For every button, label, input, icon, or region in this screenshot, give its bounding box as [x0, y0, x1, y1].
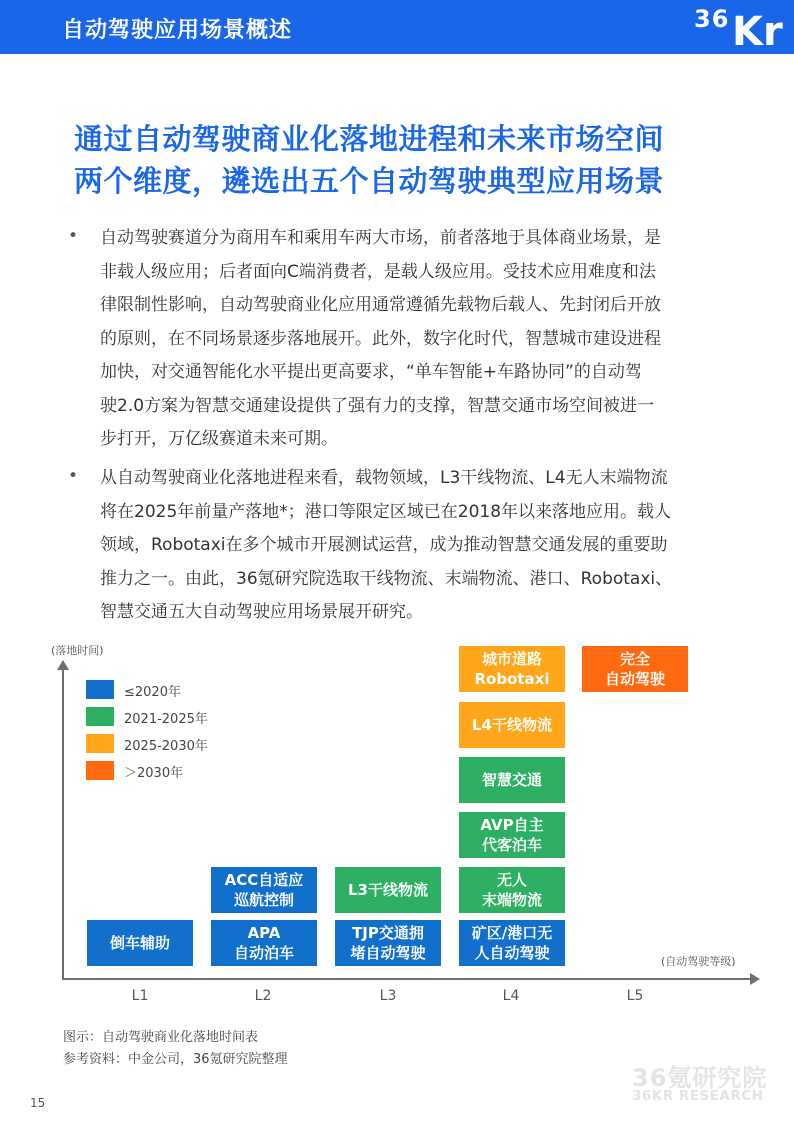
chart-box: ACC自适应 巡航控制 — [211, 867, 317, 913]
chart-box: L3干线物流 — [335, 867, 441, 913]
logo-letters: Kr — [732, 9, 783, 54]
y-axis-label: (落地时间) — [51, 644, 104, 657]
text-line: 自动驾驶赛道分为商用车和乘用车两大市场，前者落地于具体商业场景，是 — [100, 228, 661, 248]
source-caption: 参考资料：中金公司，36氪研究院整理 — [63, 1052, 288, 1067]
text-line: 律限制性影响，自动驾驶商业化应用通常遵循先载物后载人、先封闭后开放 — [100, 295, 661, 315]
header-title: 自动驾驶应用场景概述 — [62, 18, 293, 43]
chart-box: 智慧交通 — [459, 757, 565, 803]
text-line: 从自动驾驶商业化落地进程来看，载物领域，L3干线物流、L4无人末端物流 — [100, 468, 668, 488]
chart-box: 城市道路 Robotaxi — [459, 646, 565, 692]
tick-label-l2: L2 — [254, 988, 272, 1004]
page-number: 15 — [30, 1096, 46, 1110]
watermark-cn: 36氪研究院 — [632, 1064, 768, 1092]
chart-box: 倒车辅助 — [87, 920, 193, 966]
text-line: 非载人级应用；后者面向C端消费者，是载人级应用。受技术应用难度和法 — [100, 261, 656, 282]
text-line: 将在2025年前量产落地*；港口等限定区域已在2018年以来落地应用。载人 — [100, 501, 672, 522]
legend-swatch-2025-2030 — [86, 734, 114, 753]
headline-line-1: 通过自动驾驶商业化落地进程和未来市场空间 — [74, 122, 665, 156]
page-headline — [74, 118, 754, 202]
text-line: 领域，Robotaxi在多个城市开展测试运营，成为推动智慧交通发展的重要助 — [100, 535, 668, 555]
tick-label-l1: L1 — [131, 988, 149, 1004]
text-line: 智慧交通五大自动驾驶应用场景展开研究。 — [100, 602, 423, 622]
chart-box: AVP自主 代客泊车 — [459, 812, 565, 858]
legend-label-after-2030: ＞2030年 — [124, 766, 184, 781]
legend-label-2025-2030: 2025-2030年 — [124, 739, 208, 754]
header-bar — [0, 0, 794, 54]
chart-box: 无人 末端物流 — [459, 867, 565, 913]
text-line: 加快，对交通智能化水平提出更高要求，“单车智能+车路协同”的自动驾 — [100, 362, 642, 382]
text-line: 步打开，万亿级赛道未来可期。 — [100, 429, 338, 449]
legend-label-2020: ≤2020年 — [124, 685, 181, 700]
legend-swatch-after-2030 — [86, 761, 114, 780]
x-axis — [62, 978, 752, 980]
chart-box: APA 自动泊车 — [211, 920, 317, 966]
chart-box: 矿区/港口无 人自动驾驶 — [459, 920, 565, 966]
headline-line-2: 两个维度，遴选出五个自动驾驶典型应用场景 — [74, 164, 665, 198]
text-line: 推力之一。由此，36氪研究院选取干线物流、末端物流、港口、Robotaxi、 — [100, 568, 673, 589]
figure-caption: 图示：自动驾驶商业化落地时间表 — [63, 1030, 259, 1045]
chart-box: 完全 自动驾驶 — [582, 646, 688, 692]
chart-box: L4干线物流 — [459, 702, 565, 748]
text-line: 驶2.0方案为智慧交通建设提供了强有力的支撑，智慧交通市场空间被进一 — [100, 395, 655, 416]
chart-box: TJP交通拥 堵自动驾驶 — [335, 920, 441, 966]
tick-label-l3: L3 — [379, 988, 397, 1004]
y-axis — [62, 667, 64, 980]
tick-label-l5: L5 — [626, 988, 644, 1004]
legend-swatch-2021-2025 — [86, 707, 114, 726]
tick-label-l4: L4 — [502, 988, 520, 1004]
logo-number: 36 — [694, 5, 730, 33]
x-axis-arrow — [750, 973, 760, 985]
bullet-marker-1: • — [68, 226, 79, 246]
legend-swatch-2020 — [86, 680, 114, 699]
legend-label-2021-2025: 2021-2025年 — [124, 712, 208, 727]
bullet-paragraph-2 — [100, 462, 735, 630]
watermark-en: 36KR RESEARCH — [632, 1088, 764, 1104]
bullet-marker-2: • — [68, 466, 79, 486]
x-axis-label: (自动驾驶等级) — [661, 955, 736, 968]
bullet-paragraph-1 — [100, 222, 735, 457]
text-line: 的原则，在不同场景逐步落地展开。此外，数字化时代，智慧城市建设进程 — [100, 328, 661, 349]
